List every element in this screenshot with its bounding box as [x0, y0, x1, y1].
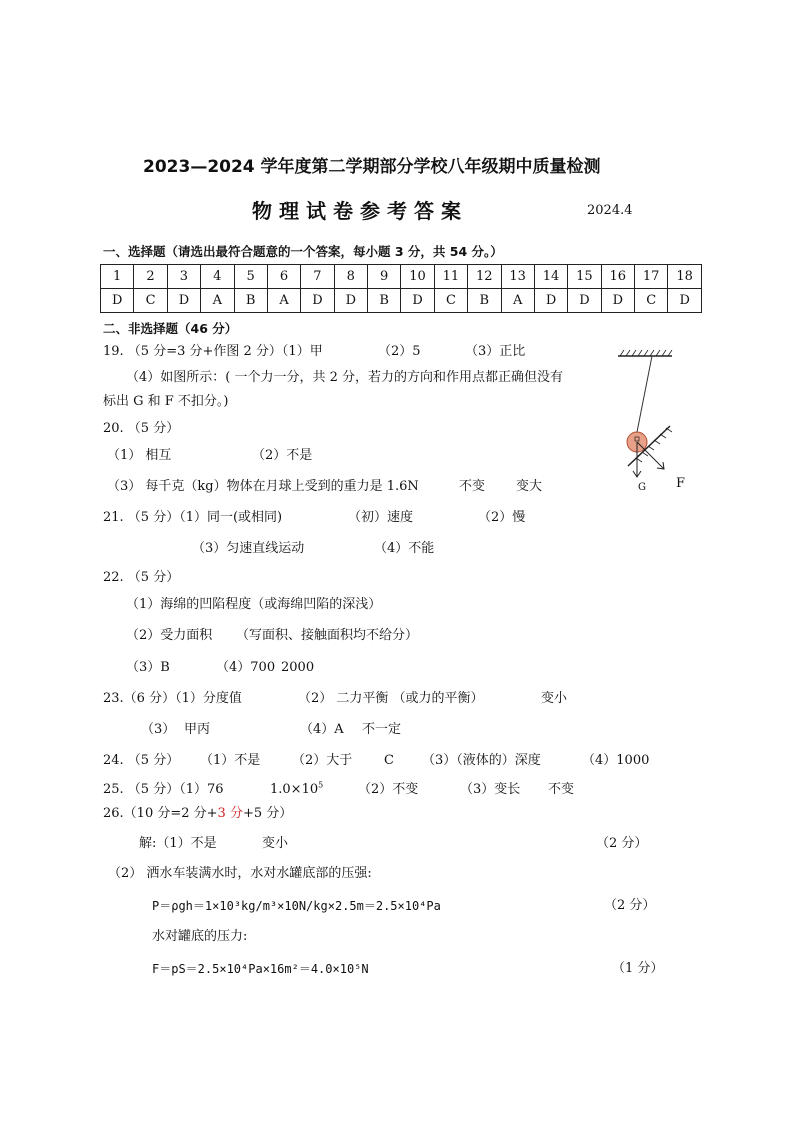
answer-table-number-row [101, 265, 702, 289]
question-number-cell: 13 [501, 265, 534, 289]
question-number-cell: 2 [134, 265, 167, 289]
q21-answer-4: （4）不能 [374, 541, 435, 556]
answer-cell: B [368, 289, 401, 313]
q25-answer-2: （2）不变 [358, 782, 419, 797]
question-number-cell: 18 [668, 265, 702, 289]
question-number-cell: 10 [401, 265, 434, 289]
answer-cell: B [468, 289, 501, 313]
q25-answer-3: （3）变长 [460, 782, 521, 797]
question-number-cell: 11 [434, 265, 467, 289]
q21-head: 21. （5 分）（1）同一(或相同) [103, 510, 283, 525]
answer-cell: D [167, 289, 200, 313]
q19-line1: 19. （5 分=3 分+作图 2 分）（1）甲 [103, 344, 323, 359]
q23-answer-2: （2） 二力平衡 （或力的平衡） [298, 691, 484, 706]
q22-answer-4b: 2000 [281, 660, 315, 675]
q26-solution-1b: 变小 [262, 836, 289, 851]
q22-head: 22. （5 分） [103, 570, 180, 585]
q23-answer-3: （3） [141, 722, 176, 737]
q24-answer-3: （3）（液体的）深度 [422, 753, 541, 768]
q20-answer-3: （3） 每千克（kg）物体在月球上受到的重力是 1.6N [107, 479, 419, 494]
q20-head: 20. （5 分） [103, 421, 180, 436]
string [637, 356, 652, 432]
answer-cell: C [635, 289, 668, 313]
q22-answer-2-note: （写面积、接触面积均不给分） [236, 628, 419, 643]
q25-answer-1b [270, 782, 323, 798]
answer-cell: C [434, 289, 467, 313]
q23-head: 23.（6 分）（1）分度值 [103, 691, 242, 706]
answer-cell: D [568, 289, 601, 313]
answer-cell: C [134, 289, 167, 313]
question-number-cell: 16 [601, 265, 634, 289]
q26-solution-2: （2） 洒水车装满水时，水对水罐底部的压强: [108, 866, 372, 881]
q24-answer-2b: C [384, 753, 394, 768]
q19-answer-2: （2）5 [378, 344, 421, 359]
answer-cell: A [267, 289, 300, 313]
q20-answer-1: （1） 相互 [107, 448, 172, 463]
q24-answer-4: （4）1000 [582, 753, 650, 768]
q25-answer-1b-base: 1.0×10 [270, 782, 319, 797]
q22-answer-2: （2）受力面积 [126, 628, 213, 643]
answer-table [100, 264, 702, 313]
answer-cell: D [401, 289, 434, 313]
q20-answer-3b: 不变 [459, 479, 486, 494]
q19-line3: 标出 G 和 F 不扣分。) [103, 394, 229, 409]
q25-head: 25. （5 分）（1）76 [103, 782, 224, 797]
question-number-cell: 7 [301, 265, 334, 289]
answer-cell: D [601, 289, 634, 313]
q26-head-post: +5 分） [242, 806, 293, 821]
q24-head: 24. （5 分） [103, 753, 180, 768]
answer-cell: A [201, 289, 234, 313]
label-f: F [676, 476, 686, 491]
question-number-cell: 17 [635, 265, 668, 289]
question-number-cell: 8 [334, 265, 367, 289]
question-number-cell: 9 [368, 265, 401, 289]
q21-answer-3: （3）匀速直线运动 [192, 541, 305, 556]
question-number-cell: 12 [468, 265, 501, 289]
question-number-cell: 14 [534, 265, 567, 289]
q26-solution-1-score: （2 分） [596, 836, 648, 851]
q25-answer-1b-exponent: 5 [318, 780, 324, 790]
section1-heading: 一、选择题（请选出最符合题意的一个答案，每小题 3 分，共 54 分。） [103, 244, 503, 259]
answer-cell: D [534, 289, 567, 313]
question-number-cell: 6 [267, 265, 300, 289]
q26-force-label: 水对罐底的压力: [152, 929, 248, 944]
document-subtitle: 物理试卷参考答案 [252, 199, 468, 223]
document-title: 2023—2024 学年度第二学期部分学校八年级期中质量检测 [143, 157, 601, 177]
ceiling-support [618, 350, 672, 356]
section2-heading: 二、非选择题（46 分） [103, 321, 238, 336]
q19-answer-3: （3）正比 [465, 344, 526, 359]
q23-answer-2b: 变小 [541, 691, 568, 706]
q22-answer-4: （4）700 [216, 660, 276, 675]
q23-answer-4: （4）A [300, 722, 344, 737]
question-number-cell: 15 [568, 265, 601, 289]
answer-cell: A [501, 289, 534, 313]
question-number-cell: 1 [101, 265, 134, 289]
document-date: 2024.4 [587, 203, 633, 218]
q19-line2: （4）如图所示：( 一个力一分，共 2 分，若力的方向和作用点都正确但没有 [126, 370, 564, 385]
q23-answer-3b: 甲丙 [184, 722, 211, 737]
answer-cell: B [234, 289, 267, 313]
q23-answer-4b: 不一定 [362, 722, 402, 737]
q20-answer-2: （2）不是 [252, 448, 313, 463]
force-diagram [606, 346, 696, 496]
answer-cell: D [668, 289, 702, 313]
label-g: G [638, 482, 646, 493]
answer-table-answer-row [101, 289, 702, 313]
question-number-cell: 4 [201, 265, 234, 289]
answer-cell: D [101, 289, 134, 313]
q26-equation-1-score: （2 分） [604, 898, 656, 913]
q24-answer-2: （2）大于 [292, 753, 353, 768]
q24-answer-1: （1）不是 [200, 753, 261, 768]
answer-cell: D [334, 289, 367, 313]
q26-equation-2: F＝pS＝2.5×10⁴Pa×16m²＝4.0×10⁵N [152, 962, 369, 976]
q25-answer-3b: 不变 [548, 782, 575, 797]
q22-answer-1: （1）海绵的凹陷程度（或海绵凹陷的深浅） [126, 597, 382, 612]
question-number-cell: 3 [167, 265, 200, 289]
q22-answer-3: （3）B [126, 660, 170, 675]
q26-head-highlight: 3 分 [217, 806, 243, 821]
question-number-cell: 5 [234, 265, 267, 289]
q21-answer-1b: （初）速度 [348, 510, 414, 525]
q26-head [103, 806, 292, 822]
q26-head-pre: 26.（10 分=2 分+ [103, 806, 218, 821]
q20-answer-3c: 变大 [516, 479, 543, 494]
answer-cell: D [301, 289, 334, 313]
q26-solution-1: 解:（1）不是 [139, 836, 217, 851]
q26-equation-1: P＝ρgh＝1×10³kg/m³×10N/kg×2.5m＝2.5×10⁴Pa [152, 899, 441, 913]
q21-answer-2: （2）慢 [478, 510, 526, 525]
q26-equation-2-score: （1 分） [612, 961, 664, 976]
arrow-f [637, 442, 664, 469]
